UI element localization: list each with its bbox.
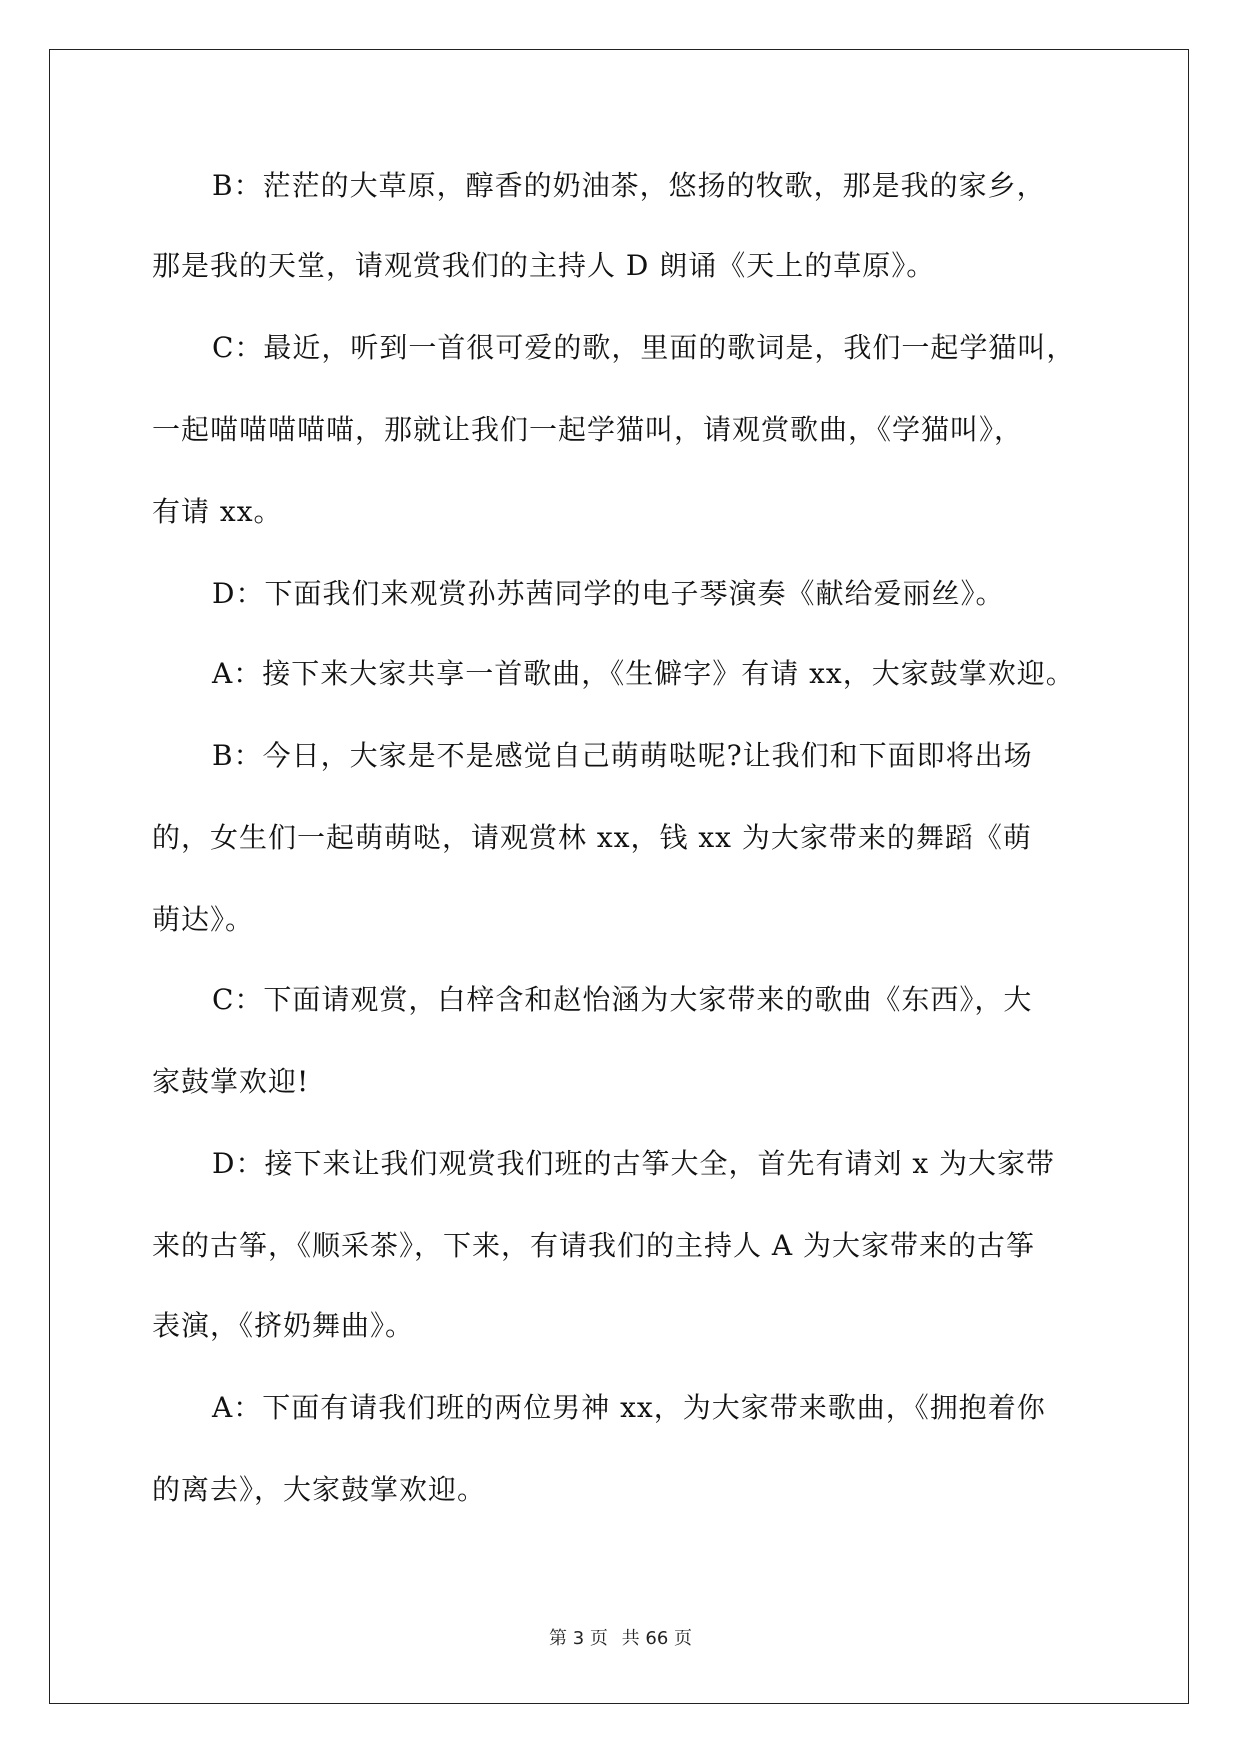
paragraph-7-line-1: D：接下来让我们观赏我们班的古筝大全，首先有请刘 x 为大家带 [212, 1147, 1056, 1180]
paragraph-7-line-3: 表演，《挤奶舞曲》。 [152, 1309, 415, 1342]
page-total: 共 66 页 [621, 1628, 692, 1649]
paragraph-1-line-2: 那是我的天堂，请观赏我们的主持人 D 朗诵《天上的草原》。 [152, 249, 936, 282]
paragraph-5-line-3: 萌达》。 [152, 903, 255, 936]
paragraph-5-line-1: B：今日，大家是不是感觉自己萌萌哒呢?让我们和下面即将出场 [212, 739, 1033, 772]
paragraph-8-line-1: A：下面有请我们班的两位男神 xx，为大家带来歌曲，《拥抱着你 [212, 1391, 1046, 1424]
paragraph-2-line-3: 有请 xx。 [152, 495, 283, 528]
paragraph-5-line-2: 的，女生们一起萌萌哒，请观赏林 xx，钱 xx 为大家带来的舞蹈《萌 [152, 821, 1032, 854]
paragraph-2-line-1: C：最近，听到一首很可爱的歌，里面的歌词是，我们一起学猫叫， [212, 331, 1076, 364]
page-border [49, 49, 1189, 1704]
paragraph-2-line-2: 一起喵喵喵喵喵，那就让我们一起学猫叫，请观赏歌曲，《学猫叫》， [152, 413, 1024, 446]
paragraph-3-line-1: D：下面我们来观赏孙苏茜同学的电子琴演奏《献给爱丽丝》。 [212, 577, 1005, 610]
page-number: 第 3 页 [549, 1628, 608, 1649]
page-footer [0, 1624, 1241, 1650]
paragraph-4-line-1: A：接下来大家共享一首歌曲，《生僻字》有请 xx，大家鼓掌欢迎。 [212, 657, 1075, 690]
paragraph-8-line-2: 的离去》，大家鼓掌欢迎。 [152, 1473, 487, 1506]
paragraph-6-line-2: 家鼓掌欢迎! [152, 1065, 310, 1098]
paragraph-6-line-1: C：下面请观赏，白梓含和赵怡涵为大家带来的歌曲《东西》，大 [212, 983, 1033, 1016]
paragraph-7-line-2: 来的古筝，《顺采茶》，下来，有请我们的主持人 A 为大家带来的古筝 [152, 1229, 1036, 1262]
paragraph-1-line-1: B：茫茫的大草原，醇香的奶油茶，悠扬的牧歌，那是我的家乡， [212, 169, 1046, 202]
